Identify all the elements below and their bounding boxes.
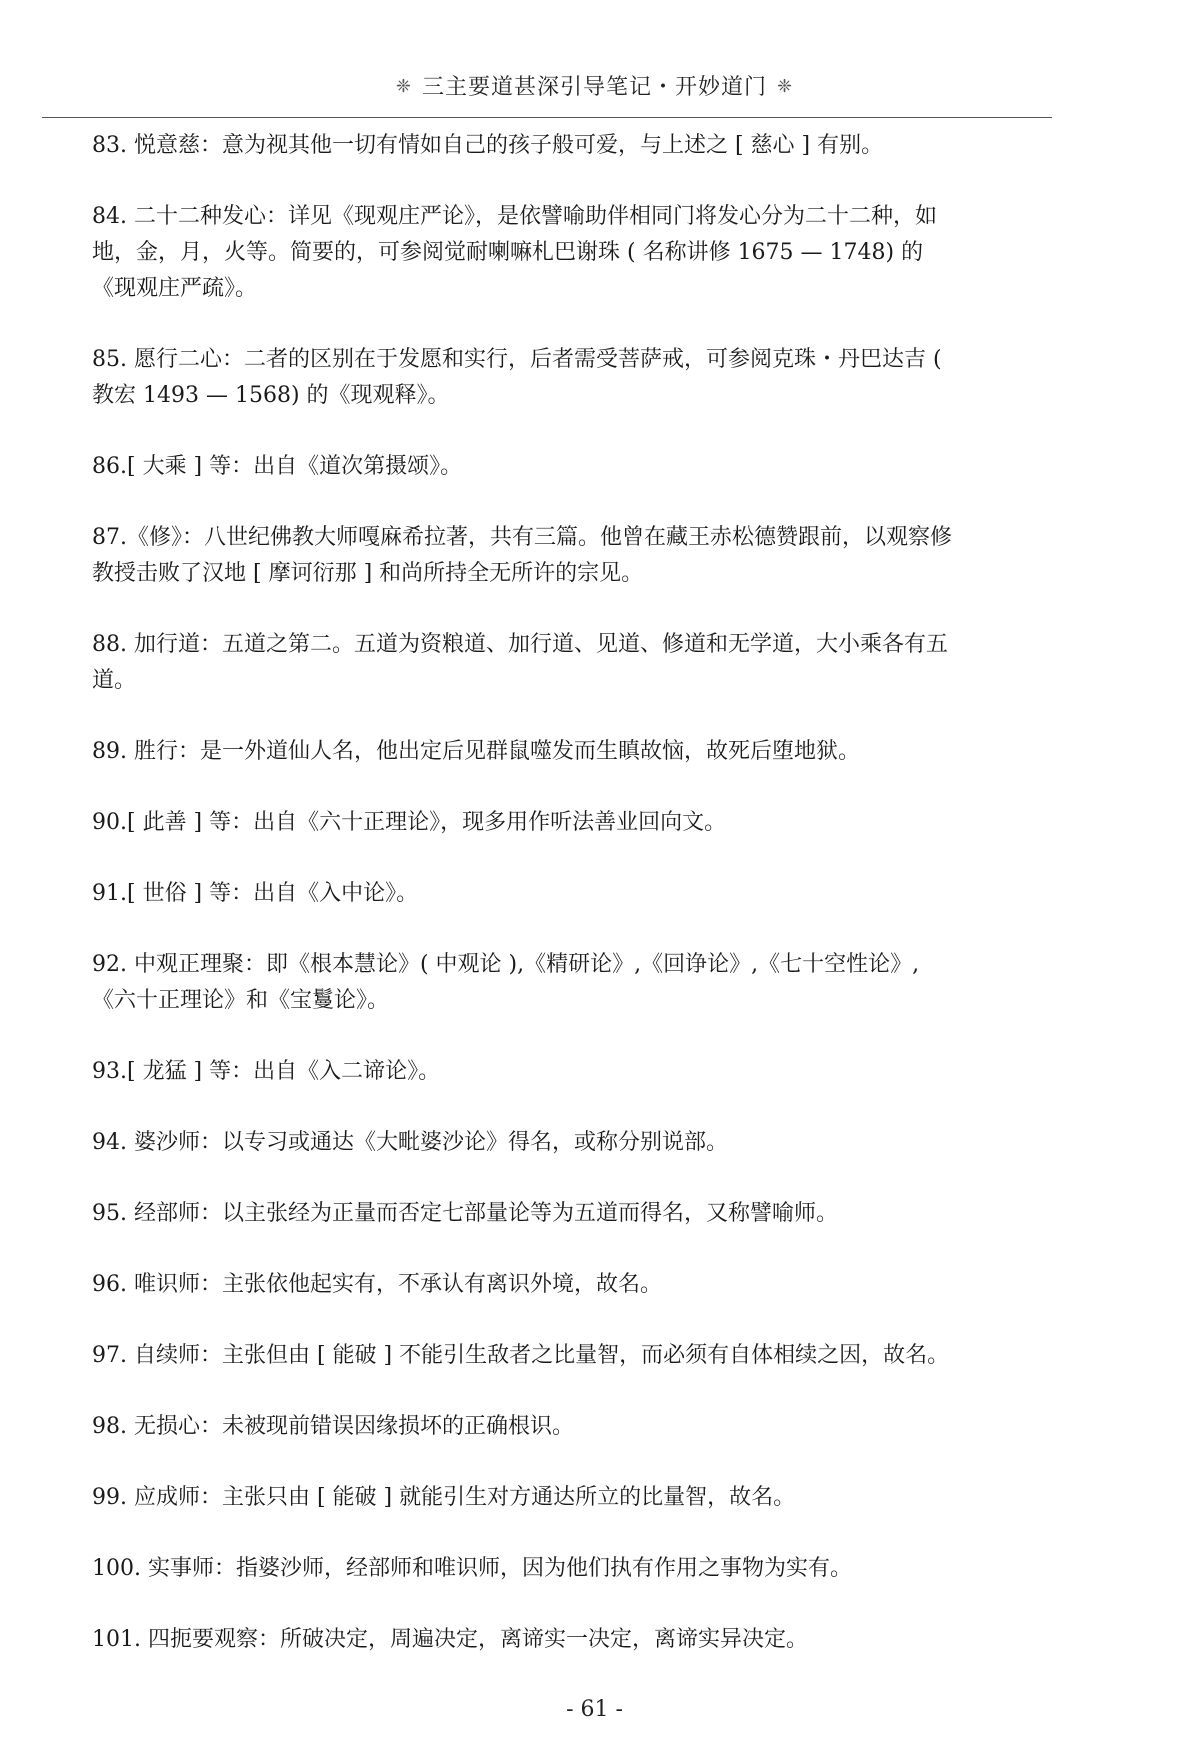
endnote-85: 85. 愿行二心：二者的区别在于发愿和实行，后者需受菩萨戒，可参阅克珠・丹巴达吉 ( 教宏 1493 — 1568) 的《现观释》。 (92, 347, 942, 408)
endnote-93: 93.[ 龙猛 ] 等：出自《入二谛论》。 (92, 1059, 441, 1084)
endnote-99: 99. 应成师：主张只由 [ 能破 ] 就能引生对方通达所立的比量智，故名。 (92, 1485, 796, 1510)
running-header (0, 70, 1189, 101)
endnotes-list (92, 128, 952, 1693)
endnote-88: 88. 加行道：五道之第二。五道为资粮道、加行道、见道、修道和无学道，大小乘各有五道。 (92, 632, 948, 693)
endnote-97: 97. 自续师：主张但由 [ 能破 ] 不能引生敌者之比量智，而必须有自体相续之因，故名。 (92, 1343, 950, 1368)
endnote-91: 91.[ 世俗 ] 等：出自《入中论》。 (92, 881, 419, 906)
endnote-98: 98. 无损心：未被现前错误因缘损坏的正确根识。 (92, 1414, 574, 1439)
endnote-92: 92. 中观正理聚：即《根本慧论》( 中观论 ),《精研论》,《回诤论》,《七十空性论》,《六十正理论》和《宝鬘论》。 (92, 952, 920, 1013)
header-divider (42, 117, 1052, 118)
endnote-90: 90.[ 此善 ] 等：出自《六十正理论》，现多用作听法善业回向文。 (92, 810, 727, 835)
endnote-101: 101. 四扼要观察：所破决定，周遍决定，离谛实一决定，离谛实异决定。 (92, 1627, 808, 1652)
endnote-86: 86.[ 大乘 ] 等：出自《道次第摄颂》。 (92, 454, 463, 479)
page-number: - 61 - (566, 1697, 623, 1722)
endnote-84: 84. 二十二种发心：详见《现观庄严论》，是依譬喻助伴相同门将发心分为二十二种，如地，金，月，火等。简要的，可参阅觉耐喇嘛札巴谢珠 ( 名称讲修 1675 — 1748) 的《现观庄严疏》。 (92, 204, 937, 301)
ornament-left-icon: ❈ (395, 76, 412, 97)
endnote-94: 94. 婆沙师：以专习或通达《大毗婆沙论》得名，或称分别说部。 (92, 1130, 728, 1155)
endnote-100: 100. 实事师：指婆沙师，经部师和唯识师，因为他们执有作用之事物为实有。 (92, 1556, 852, 1581)
ornament-right-icon: ❈ (777, 76, 794, 97)
endnote-96: 96. 唯识师：主张依他起实有，不承认有离识外境，故名。 (92, 1272, 662, 1297)
endnote-89: 89. 胜行：是一外道仙人名，他出定后见群鼠噬发而生瞋故恼，故死后堕地狱。 (92, 739, 860, 764)
endnote-95: 95. 经部师：以主张经为正量而否定七部量论等为五道而得名，又称譬喻师。 (92, 1201, 838, 1226)
header-title: 三主要道甚深引导笔记・开妙道门 (421, 75, 767, 100)
endnote-83: 83. 悦意慈：意为视其他一切有情如自己的孩子般可爱，与上述之 [ 慈心 ] 有别。 (92, 133, 884, 158)
endnote-87: 87.《修》：八世纪佛教大师嘎麻希拉著，共有三篇。他曾在藏王赤松德赞跟前，以观察修教授击败了汉地 [ 摩诃衍那 ] 和尚所持全无所许的宗见。 (92, 525, 952, 586)
